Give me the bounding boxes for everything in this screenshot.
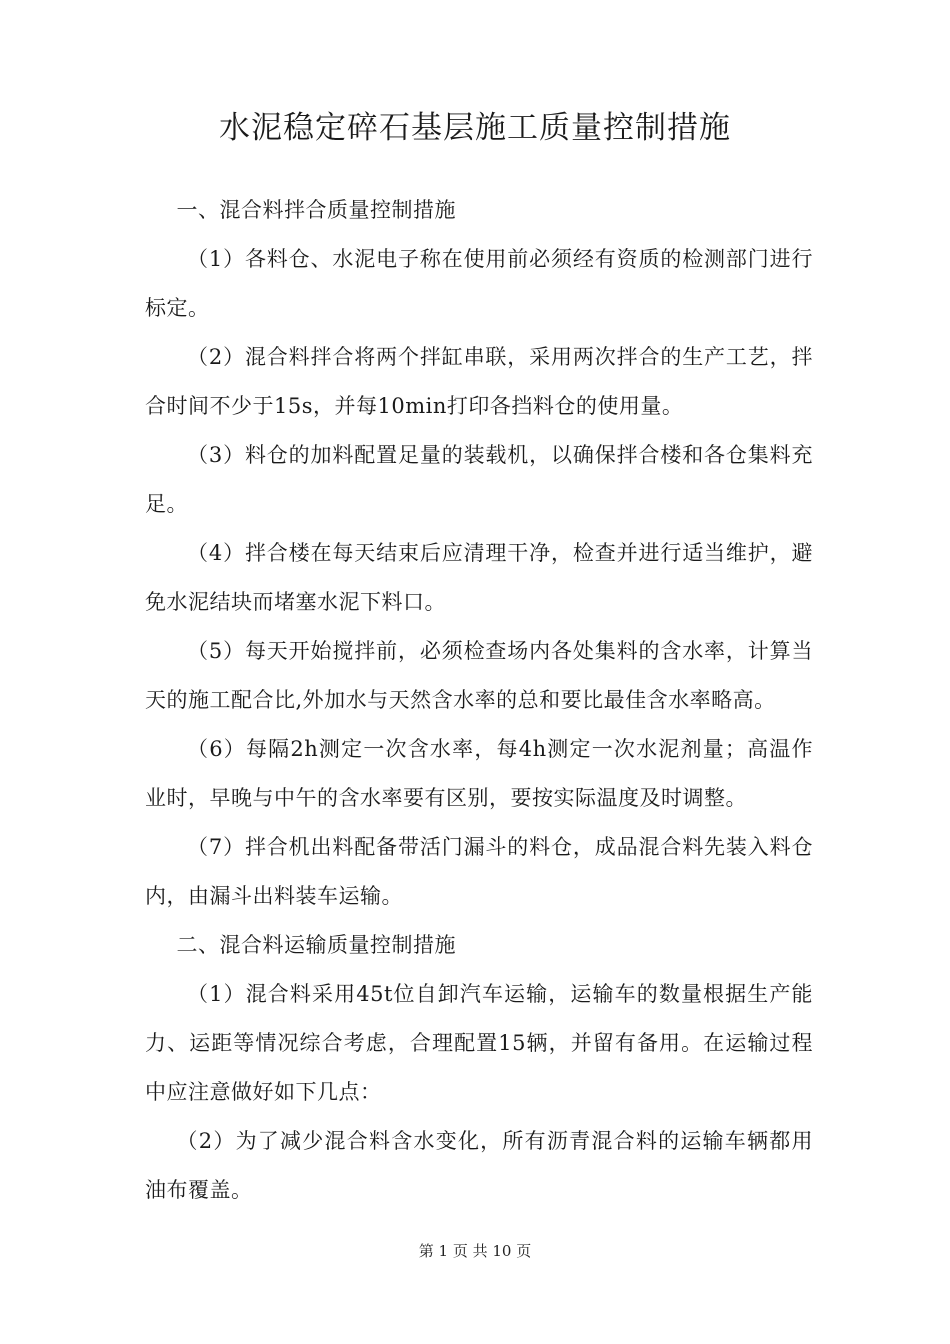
paragraph: （3）料仓的加料配置足量的装载机，以确保拌合楼和各仓集料充足。 <box>145 443 813 516</box>
section-heading: 二、混合料运输质量控制措施 <box>176 933 456 957</box>
paragraph: （6）每隔2h测定一次含水率，每4h测定一次水泥剂量；高温作业时，早晚与中午的含水率要有区别，要按实际温度及时调整。 <box>145 737 813 810</box>
document-body <box>145 186 813 1215</box>
paragraph: （1）各料仓、水泥电子称在使用前必须经有资质的检测部门进行标定。 <box>145 247 813 320</box>
paragraph: （4）拌合楼在每天结束后应清理干净，检查并进行适当维护，避免水泥结块而堵塞水泥下料口。 <box>145 541 813 614</box>
paragraph: （1）混合料采用45t位自卸汽车运输，运输车的数量根据生产能力、运距等情况综合考虑，合理配置15辆，并留有备用。在运输过程中应注意做好如下几点： <box>145 982 813 1104</box>
paragraph: （5）每天开始搅拌前，必须检查场内各处集料的含水率，计算当天的施工配合比,外加水与天然含水率的总和要比最佳含水率略高。 <box>145 639 813 712</box>
paragraph: （2）为了减少混合料含水变化，所有沥青混合料的运输车辆都用油布覆盖。 <box>145 1129 813 1202</box>
paragraph: （2）混合料拌合将两个拌缸串联，采用两次拌合的生产工艺，拌合时间不少于15s，并每10min打印各挡料仓的使用量。 <box>145 345 813 418</box>
paragraph: （7）拌合机出料配备带活门漏斗的料仓，成品混合料先装入料仓内，由漏斗出料装车运输。 <box>145 835 813 908</box>
page-footer: 第 1 页 共 10 页 <box>418 1242 532 1260</box>
document-title: 水泥稳定碎石基层施工质量控制措施 <box>219 110 731 146</box>
section-heading: 一、混合料拌合质量控制措施 <box>176 198 456 222</box>
